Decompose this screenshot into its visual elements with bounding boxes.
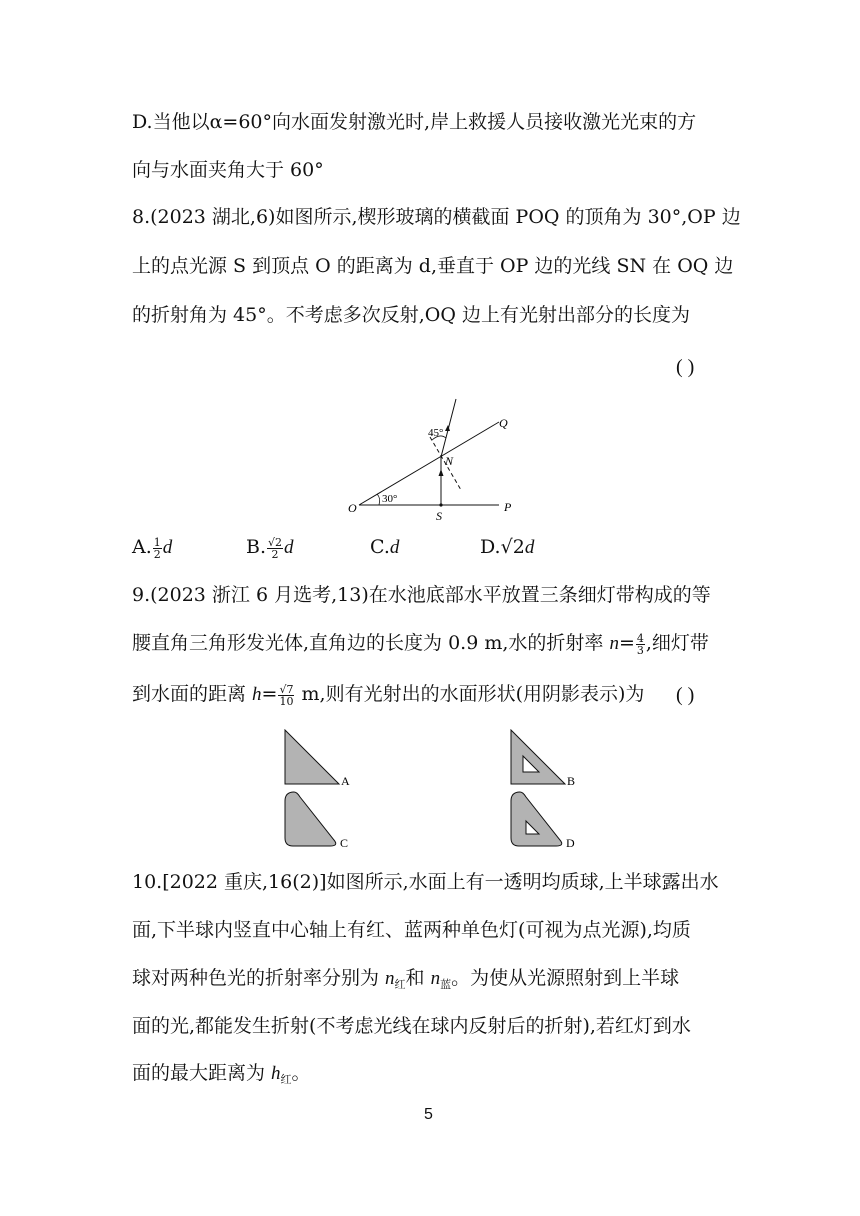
q10-line4: 面的光,都能发生折射(不考虑光线在球内反射后的折射),若红灯到水: [132, 1015, 691, 1037]
q9-shape-a: [284, 729, 364, 789]
label-o: O: [348, 501, 357, 515]
q9-shape-c: [284, 791, 364, 851]
page-number: 5: [424, 1106, 433, 1123]
q10-line3: 球对两种色光的折射率分别为 $n_红$和 $n_蓝$。为使从光源照射到上半球: [132, 967, 680, 991]
q8-line3: 的折射角为 45°。不考虑多次反射,OQ 边上有光射出部分的长度为: [132, 304, 690, 326]
label-s: S: [436, 509, 442, 523]
q8-option-d: D.√2d: [480, 536, 535, 558]
q7-option-d-line1: D.当他以α=60°向水面发射激光时,岸上救援人员接收激光光束的方: [132, 111, 697, 133]
q10-line5: 面的最大距离为 $h_红$。: [132, 1062, 311, 1086]
label-p: P: [504, 500, 512, 514]
label-n: N: [445, 454, 454, 468]
q8-answer-paren: ( ): [676, 356, 695, 378]
ray-arrow-up: [439, 469, 444, 476]
q9-shape-d: [510, 791, 590, 851]
shape-label-d: D: [566, 836, 575, 850]
q8-line1: 8.(2023 湖北,6)如图所示,楔形玻璃的横截面 POQ 的顶角为 30°,OP 边: [132, 206, 741, 228]
q8-option-c: C.d: [370, 536, 400, 558]
shape-label-b: B: [567, 774, 576, 788]
label-q: Q: [499, 416, 508, 430]
shape-label-a: A: [341, 774, 350, 788]
q8-option-b: B. $\frac{√2}{2}$ d: [246, 535, 294, 561]
q10-line2: 面,下半球内竖直中心轴上有红、蓝两种单色灯(可视为点光源),均质: [132, 919, 691, 941]
q9-line2: 腰直角三角形发光体,直角边的长度为 0.9 m,水的折射率 n= $\frac{4}{3}$ ,细灯带: [132, 631, 709, 657]
angle-30-label: 30°: [382, 493, 398, 505]
q8-wedge-figure: [344, 395, 544, 525]
q9-shape-b: [510, 729, 590, 789]
q10-line1: 10.[2022 重庆,16(2)]如图所示,水面上有一透明均质球,上半球露出水: [132, 871, 719, 893]
q9-answer-paren: ( ): [676, 684, 695, 706]
q8-option-a: A. $\frac{1}{2}$ d: [132, 535, 173, 561]
shape-label-c: C: [340, 836, 349, 850]
q8-line2: 上的点光源 S 到顶点 O 的距离为 d,垂直于 OP 边的光线 SN 在 OQ 边: [132, 255, 734, 277]
q9-line3: 到水面的距离 h= $\frac{√7}{10}$ m,则有光射出的水面形状(用阴影表示)为: [132, 682, 645, 708]
q7-option-d-line2: 向与水面夹角大于 60°: [132, 159, 324, 181]
q9-line1: 9.(2023 浙江 6 月选考,13)在水池底部水平放置三条细灯带构成的等: [132, 584, 711, 606]
angle-45-label: 45°: [428, 427, 444, 439]
